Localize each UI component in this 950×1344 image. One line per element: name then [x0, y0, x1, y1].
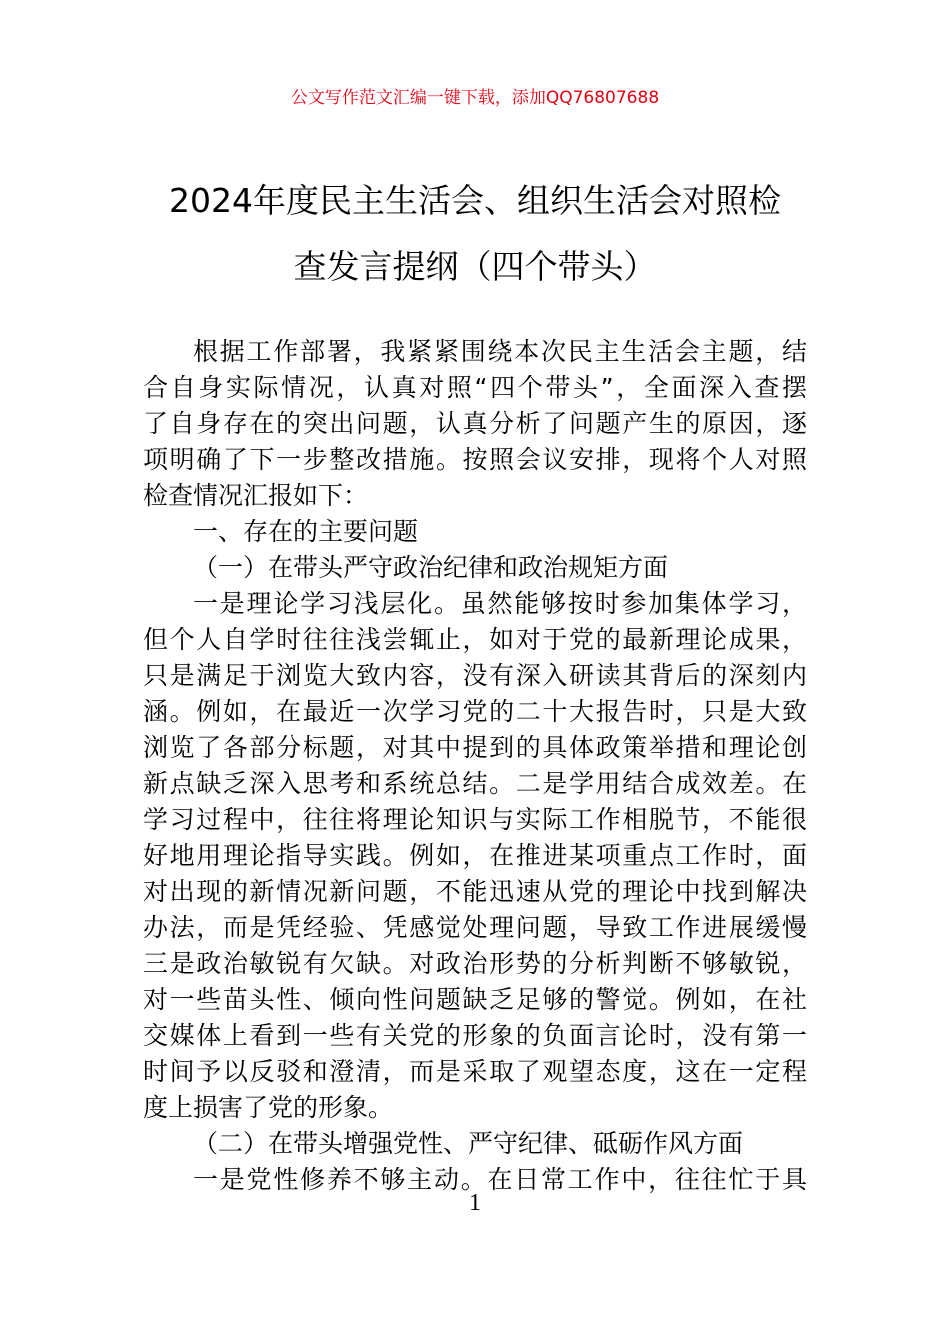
body-line: 但个人自学时往往浅尝辄止，如对于党的最新理论成果，: [143, 625, 807, 654]
subsection-heading: （一）在带头严守政治纪律和政治规矩方面: [193, 553, 669, 582]
body-line: 学习过程中，往往将理论知识与实际工作相脱节，不能很: [143, 805, 807, 834]
body-line: 对出现的新情况新问题，不能迅速从党的理论中找到解决: [143, 877, 807, 906]
document-title: [110, 168, 840, 300]
body-line: 了自身存在的突出问题，认真分析了问题产生的原因，逐: [143, 409, 807, 438]
subsection-heading: （二）在带头增强党性、严守纪律、砥砺作风方面: [193, 1129, 744, 1158]
title-line-2: 查发言提纲（四个带头）: [293, 247, 657, 286]
body-line: 交媒体上看到一些有关党的形象的负面言论时，没有第一: [143, 1021, 807, 1050]
body-line: 新点缺乏深入思考和系统总结。二是学用结合成效差。在: [143, 769, 807, 798]
body-line: 检查情况汇报如下：: [143, 481, 369, 510]
body-line: 办法，而是凭经验、凭感觉处理问题，导致工作进展缓慢: [143, 913, 807, 942]
body-line: 三是政治敏锐有欠缺。对政治形势的分析判断不够敏锐，: [143, 949, 807, 978]
body-line: 根据工作部署，我紧紧围绕本次民主生活会主题，结: [193, 337, 807, 366]
body-line: 好地用理论指导实践。例如，在推进某项重点工作时，面: [143, 841, 807, 870]
body-line: 涵。例如，在最近一次学习党的二十大报告时，只是大致: [143, 697, 807, 726]
page-number: 1: [469, 1190, 481, 1216]
body-line: 时间予以反驳和澄清，而是采取了观望态度，这在一定程: [143, 1057, 807, 1086]
body-line: 项明确了下一步整改措施。按照会议安排，现将个人对照: [143, 445, 807, 474]
body-line: 合自身实际情况，认真对照“四个带头”，全面深入查摆: [143, 373, 807, 402]
download-banner: 公文写作范文汇编一键下载，添加QQ76807688: [290, 88, 660, 108]
body-line: 浏览了各部分标题，对其中提到的具体政策举措和理论创: [143, 733, 807, 762]
body-line: 度上损害了党的形象。: [143, 1093, 394, 1122]
document-body: [143, 334, 807, 1198]
body-line: 一是党性修养不够主动。在日常工作中，往往忙于具: [193, 1165, 807, 1194]
title-line-1: 2024年度民主生活会、组织生活会对照检: [169, 181, 781, 220]
body-line: 对一些苗头性、倾向性问题缺乏足够的警觉。例如，在社: [143, 985, 807, 1014]
body-line: 一是理论学习浅层化。虽然能够按时参加集体学习，: [193, 589, 807, 618]
section-heading: 一、存在的主要问题: [193, 517, 419, 546]
body-line: 只是满足于浏览大致内容，没有深入研读其背后的深刻内: [143, 661, 807, 690]
